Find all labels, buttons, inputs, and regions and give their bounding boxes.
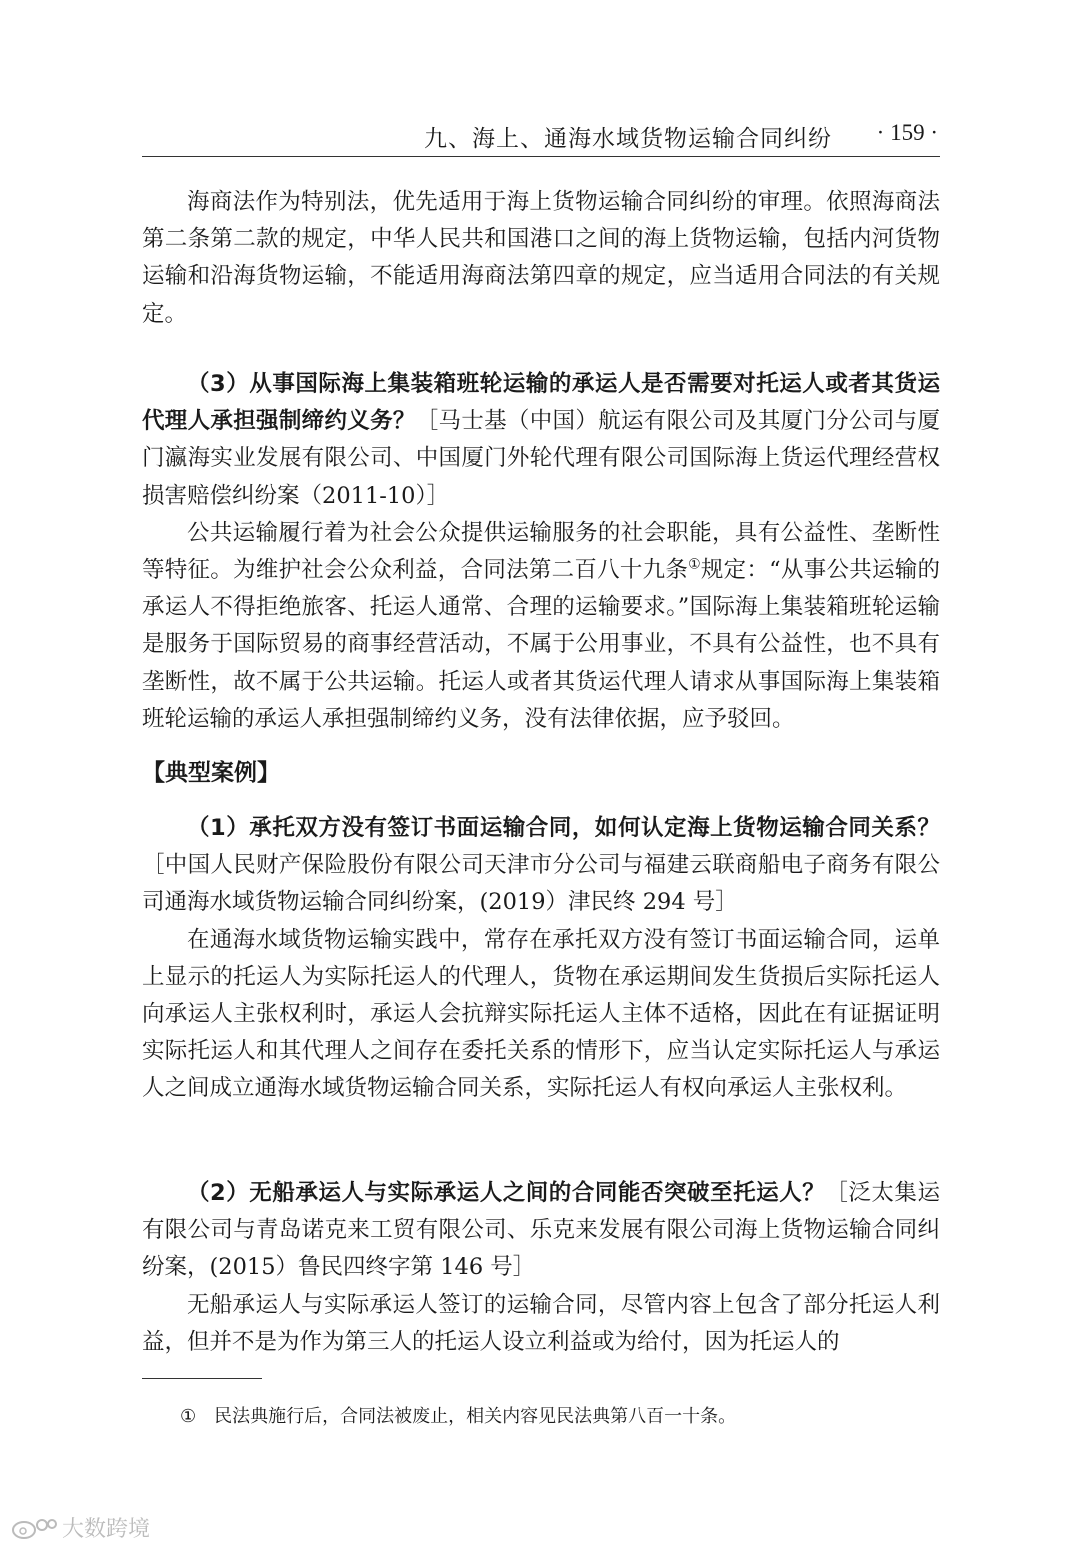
case-2-paragraph: 无船承运人与实际承运人签订的运输合同，尽管内容上包含了部分托运人利益，但并不是为作为第三人的托运人设立利益或为给付，因为托运人的	[142, 1291, 940, 1355]
question-3-paragraph	[142, 515, 940, 738]
page-number: · 159 ·	[876, 120, 938, 145]
question-3-text-part1: 公共运输履行着为社会公众提供运输服务的社会职能，具有公益性、垄断性等特征。为维护社会公众利益，合同法第二百八十九条	[142, 519, 940, 584]
footnote-reference[interactable]: ①	[688, 556, 701, 573]
case-2-title: （2）无船承运人与实际承运人之间的合同能否突破至托运人？	[187, 1180, 826, 1206]
footnote	[180, 1402, 736, 1428]
question-3-title: （3）从事国际海上集装箱班轮运输的承运人是否需要对托运人或者其货运代理人承担强制缔约义务？	[142, 371, 940, 435]
header-title: 九、海上、通海水域货物运输合同纠纷	[424, 126, 832, 152]
case-2-heading	[142, 1175, 940, 1287]
case-1-title: （1）承托双方没有签订书面运输合同，如何认定海上货物运输合同关系？	[187, 815, 940, 841]
watermark-text: 大数跨境	[62, 1517, 151, 1542]
watermark	[10, 1512, 150, 1543]
case-1-heading	[142, 810, 940, 922]
intro-paragraph: 海商法作为特别法，优先适用于海上货物运输合同纠纷的审理。依照海商法第二条第二款的规定，中华人民共和国港口之间的海上货物运输，包括内河货物运输和沿海货物运输，不能适用海商法第四章的规定，应当适用合同法的有关规定。	[142, 189, 940, 327]
section-heading: 【典型案例】	[142, 760, 280, 786]
case-1-paragraph: 在通海水域货物运输实践中，常存在承托双方没有签订书面运输合同，运单上显示的托运人为实际托运人的代理人，货物在承运期间发生货损后实际托运人向承运人主张权利时，承运人会抗辩实际托运人主体不适格，因此在有证据证明实际托运人和其代理人之间存在委托关系的情形下，应当认定实际托运人与承运人之间成立通海水域货物运输合同关系，实际托运人有权向承运人主张权利。	[142, 926, 940, 1102]
footnote-text: 民法典施行后，合同法被废止，相关内容见民法典第八百一十条。	[214, 1406, 737, 1427]
question-3-text-part2: 规定：“从事公共运输的承运人不得拒绝旅客、托运人通常、合理的运输要求。”国际海上集装箱班轮运输是服务于国际贸易的商事经营活动，不属于公用事业，不具有公益性，也不具有垄断性，故不属于公共运输。托运人或者其货运代理人请求从事国际海上集装箱班轮运输的承运人承担强制缔约义务，没有法律依据，应予驳回。	[142, 557, 940, 732]
question-3-case-citation: ［马士基（中国）航运有限公司及其厦门分公司与厦门瀛海实业发展有限公司、中国厦门外轮代理有限公司国际海上货运代理经营权损害赔偿纠纷案（2011-10）］	[142, 408, 940, 509]
case-1-citation: ［中国人民财产保险股份有限公司天津市分公司与福建云联商船电子商务有限公司通海水域货物运输合同纠纷案，(2019）津民终 294 号］	[142, 852, 940, 916]
intro-section	[142, 184, 940, 333]
footnote-mark: ①	[180, 1406, 197, 1427]
question-3-heading	[142, 366, 940, 515]
case-1-section	[142, 810, 940, 1108]
question-3-section	[142, 366, 940, 738]
running-header	[142, 110, 940, 157]
case-2-section	[142, 1175, 940, 1361]
case-2-citation: ［泛太集运有限公司与青岛诺克来工贸有限公司、乐克来发展有限公司海上货物运输合同纠纷案，(2015）鲁民四终字第 146 号］	[142, 1180, 940, 1281]
footnote-divider	[142, 1378, 262, 1379]
weibo-logo-icon	[10, 1516, 58, 1540]
